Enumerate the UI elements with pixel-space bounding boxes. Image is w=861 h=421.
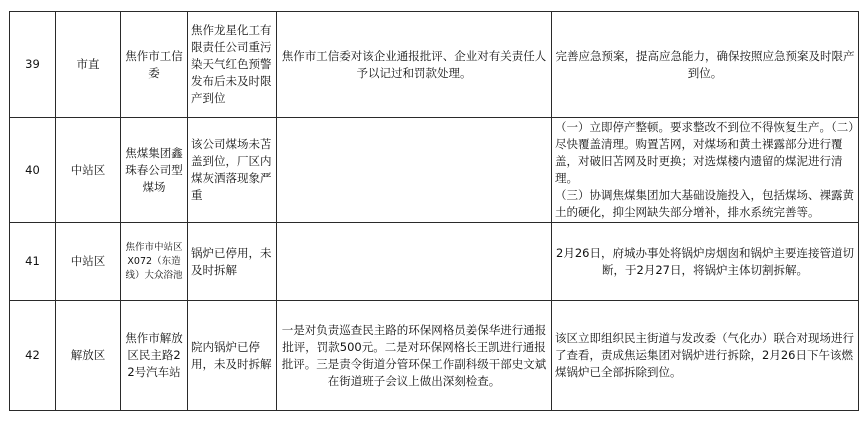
rectification-text: （三）协调焦煤集团加大基础设施投入，包括煤场、裸露黄土的硬化，抑尘网缺失部分增补，排水系统完善等。 <box>555 188 854 219</box>
problem-cell: 院内锅炉已停用，未及时拆解 <box>188 301 277 411</box>
rectification-cell <box>552 118 859 223</box>
district-cell: 解放区 <box>56 301 121 411</box>
row-number: 39 <box>10 12 56 118</box>
rectification-text: 2月26日，府城办事处将锅炉房烟囱和锅炉主要连接管道切断，于2月27日，将锅炉主体切割拆解。 <box>556 245 854 277</box>
unit-cell: 焦作市解放区民主路22号汽车站 <box>121 301 188 411</box>
accountability-cell <box>277 118 552 223</box>
row-number: 40 <box>10 118 56 223</box>
problem-cell: 该公司煤场未苫盖到位，厂区内煤灰洒落现象严重 <box>188 118 277 223</box>
table-row <box>10 301 859 411</box>
rectification-cell <box>552 301 859 411</box>
table-row <box>10 223 859 301</box>
rectification-cell <box>552 12 859 118</box>
unit-cell: 焦作市中站区X072（东造线）大众浴池 <box>121 223 188 301</box>
unit-cell: 焦煤集团鑫珠春公司型煤场 <box>121 118 188 223</box>
row-number: 42 <box>10 301 56 411</box>
accountability-cell <box>277 223 552 301</box>
problem-cell: 锅炉已停用，未及时拆解 <box>188 223 277 301</box>
accountability-cell: 一是对负责巡查民主路的环保网格员姜保华进行通报批评，罚款500元。二是对环保网格长王凯进行通报批评。三是责令街道分管环保工作副科级干部史文斌在街道班子会议上做出深刻检查。 <box>277 301 552 411</box>
district-cell: 市直 <box>56 12 121 118</box>
table-row <box>10 12 859 118</box>
rectification-table <box>9 11 859 411</box>
district-cell: 中站区 <box>56 118 121 223</box>
rectification-text: （一）立即停产整顿。要求整改不到位不得恢复生产。（二）尽快覆盖清理。购置苫网，对煤场和黄土裸露部分进行覆盖，对破旧苫网及时更换；对选煤楼内遗留的煤泥进行清理。 <box>555 120 854 185</box>
problem-cell: 焦作龙星化工有限责任公司重污染天气红色预警发布后未及时限产到位 <box>188 12 277 118</box>
accountability-cell: 焦作市工信委对该企业通报批评、企业对有关责任人予以记过和罚款处理。 <box>277 12 552 118</box>
rectification-text: 完善应急预案，提高应急能力，确保按照应急预案及时限产到位。 <box>555 48 855 80</box>
row-number: 41 <box>10 223 56 301</box>
district-cell: 中站区 <box>56 223 121 301</box>
rectification-text: 该区立即组织民主街道与发改委（气化办）联合对现场进行了查看，责成焦运集团对锅炉进行拆除，2月26日下午该燃煤锅炉已全部拆除到位。 <box>555 331 854 379</box>
unit-cell: 焦作市工信委 <box>121 12 188 118</box>
table-row <box>10 118 859 223</box>
rectification-cell <box>552 223 859 301</box>
